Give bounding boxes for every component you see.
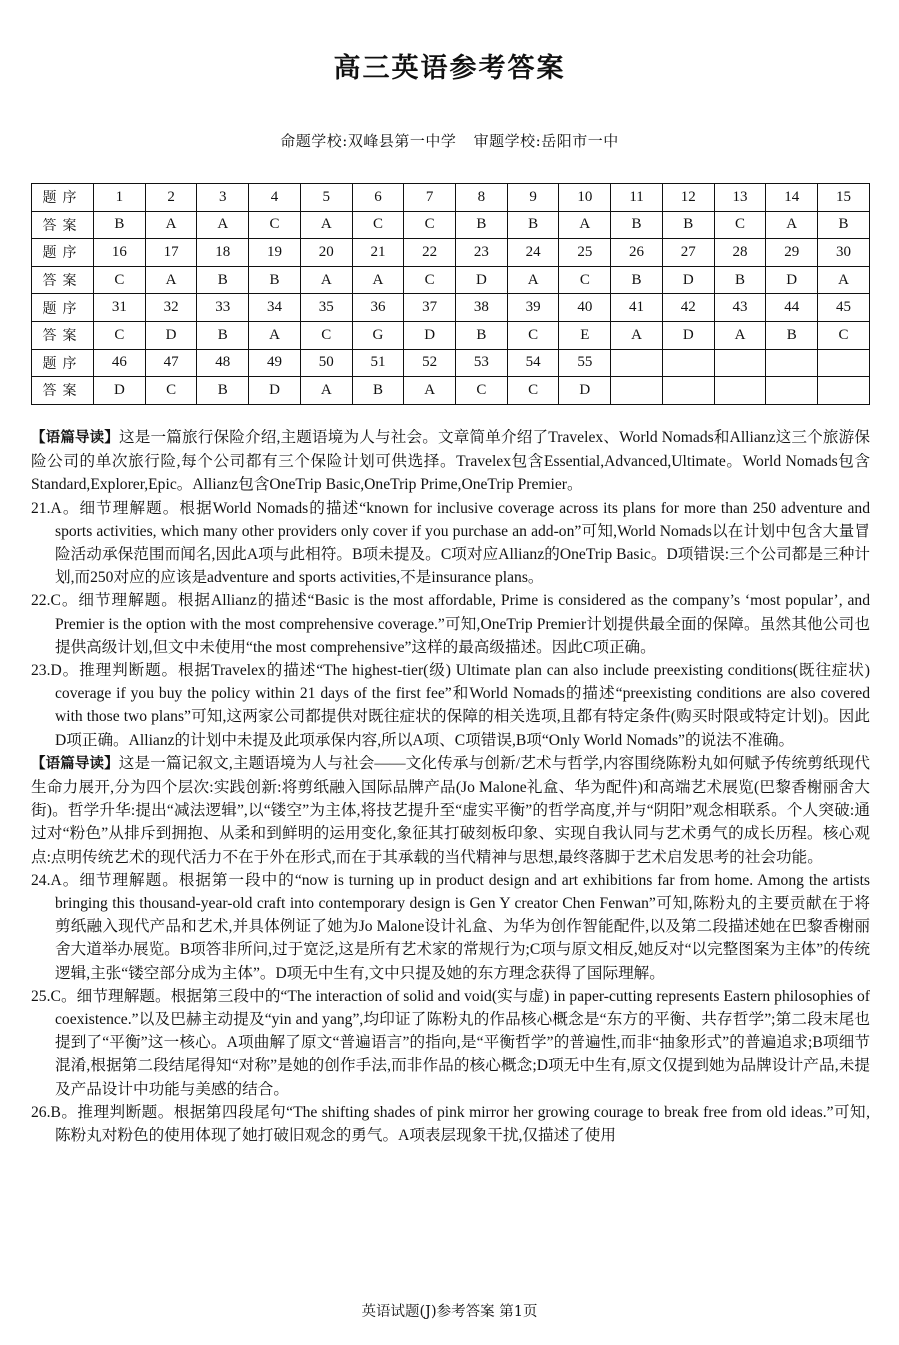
answer-letter: B (456, 321, 508, 349)
answer-letter: D (145, 321, 197, 349)
question-number: 31 (94, 294, 146, 322)
question-number: 9 (507, 184, 559, 212)
question-number: 20 (300, 239, 352, 267)
question-row (32, 184, 870, 212)
question-number: 47 (145, 349, 197, 377)
question-number: 37 (404, 294, 456, 322)
guide-text: 这是一篇旅行保险介绍,主题语境为人与社会。文章简单介绍了Travelex、World Nomads和Allianz这三个旅游保险公司的单次旅行险,每个公司都有三个保险计划可供选择。Travelex包含Essential,Advanced,Ultimate。World Nomads包含Standard,Explorer,Epic。Allianz包含OneTrip Basic,OneTrip Prime,OneTrip Premier。 (31, 429, 870, 494)
answer-letter: A (300, 211, 352, 239)
question-number: 21 (352, 239, 404, 267)
question-number: 48 (197, 349, 249, 377)
answer-letter (662, 377, 714, 405)
question-number: 55 (559, 349, 611, 377)
passage-guide (31, 752, 870, 869)
question-number: 23 (456, 239, 508, 267)
answer-explanation: 24.A。细节理解题。根据第一段中的“now is turning up in product design and art exhibitions far from home. Among the artists bringing this thousand-year-old craft into contemporary design is Gen Y creator Chen Fenwan”可知,陈粉丸的主要贡献在于将剪纸融入现代产品和艺术,并具体例证了她为Jo Malone设计礼盒、为华为创作智能配件,以及第二段描述她在巴黎香榭丽舍大道举办展览。B项答非所问,过于宽泛,这是所有艺术家的常规行为;C项与原文相反,她反对“以完整图案为主体”的传统逻辑,主张“镂空部分成为主体”。D项无中生有,文中只提及她的东方理念获得了国际理解。 (31, 871, 870, 982)
answer-letter: C (352, 211, 404, 239)
question-number: 45 (818, 294, 870, 322)
question-row (32, 239, 870, 267)
question-number: 22 (404, 239, 456, 267)
answer-letter: B (714, 266, 766, 294)
question-number: 49 (249, 349, 301, 377)
answer-letter: C (94, 321, 146, 349)
answer-letter: B (249, 266, 301, 294)
answer-letter: D (662, 266, 714, 294)
question-number: 42 (662, 294, 714, 322)
question-number: 46 (94, 349, 146, 377)
question-number: 54 (507, 349, 559, 377)
answer-letter: A (300, 377, 352, 405)
answer-letter (611, 377, 663, 405)
answer-explanation: 21.A。细节理解题。根据World Nomads的描述“known for inclusive coverage across its plans for more than 250 adventure and sports activities, which many other providers only cover if you purchase an add-on”可知,World Nomads以在计划中包含大量冒险活动承保范围而闻名,因此A项与此相符。B项未提及。C项对应Allianz的OneTrip Basic。D项错误:三个公司都是三种计划,而250对应的应该是adventure and sports activities,不是insurance plans。 (31, 499, 870, 587)
answer-letter: B (352, 377, 404, 405)
answer-table (31, 183, 870, 405)
answer-letter: B (197, 377, 249, 405)
question-number: 13 (714, 184, 766, 212)
question-number: 6 (352, 184, 404, 212)
question-number: 52 (404, 349, 456, 377)
answer-letter: B (94, 211, 146, 239)
question-number: 19 (249, 239, 301, 267)
question-number: 26 (611, 239, 663, 267)
question-number: 15 (818, 184, 870, 212)
question-number: 34 (249, 294, 301, 322)
question-number: 1 (94, 184, 146, 212)
answer-letter: G (352, 321, 404, 349)
question-number: 14 (766, 184, 818, 212)
answer-row (32, 377, 870, 405)
proposition-school: 命题学校:双峰县第一中学 (280, 132, 457, 150)
question-number: 32 (145, 294, 197, 322)
page-footer: 英语试题(J)参考答案 第1页 (361, 1304, 538, 1320)
question-number: 51 (352, 349, 404, 377)
question-number: 39 (507, 294, 559, 322)
answer-letter: D (559, 377, 611, 405)
question-number: 50 (300, 349, 352, 377)
answer-letter: D (662, 321, 714, 349)
question-number: 18 (197, 239, 249, 267)
answer-letter: A (507, 266, 559, 294)
passage-guide (31, 426, 870, 497)
question-number: 24 (507, 239, 559, 267)
question-number: 11 (611, 184, 663, 212)
question-number: 8 (456, 184, 508, 212)
question-number: 30 (818, 239, 870, 267)
question-number (714, 349, 766, 377)
question-number: 27 (662, 239, 714, 267)
answer-letter: B (662, 211, 714, 239)
answer-letter: C (559, 266, 611, 294)
answer-letter: B (818, 211, 870, 239)
question-number: 16 (94, 239, 146, 267)
answer-letter: B (507, 211, 559, 239)
answer-letter: C (507, 377, 559, 405)
answer-letter: C (404, 211, 456, 239)
question-number: 3 (197, 184, 249, 212)
answer-letter: A (818, 266, 870, 294)
answer-row (32, 321, 870, 349)
answer-letter: C (714, 211, 766, 239)
question-number: 2 (145, 184, 197, 212)
answer-letter: C (300, 321, 352, 349)
answer-letter: A (249, 321, 301, 349)
answer-letter: B (611, 266, 663, 294)
question-number: 25 (559, 239, 611, 267)
row-label-answer: 答案 (32, 211, 94, 239)
answer-row (32, 211, 870, 239)
guide-tag: 【语篇导读】 (31, 755, 119, 772)
question-number: 38 (456, 294, 508, 322)
question-number: 53 (456, 349, 508, 377)
question-number: 36 (352, 294, 404, 322)
answer-letter: D (766, 266, 818, 294)
question-number: 17 (145, 239, 197, 267)
question-number: 5 (300, 184, 352, 212)
question-number (766, 349, 818, 377)
question-number: 35 (300, 294, 352, 322)
question-number: 33 (197, 294, 249, 322)
question-number: 12 (662, 184, 714, 212)
answer-letter: D (249, 377, 301, 405)
answer-letter: A (404, 377, 456, 405)
answer-letter (714, 377, 766, 405)
answer-letter (818, 377, 870, 405)
answer-letter: D (456, 266, 508, 294)
question-number (611, 349, 663, 377)
row-label-answer: 答案 (32, 321, 94, 349)
answer-letter: B (611, 211, 663, 239)
answer-letter: A (714, 321, 766, 349)
answer-letter: C (249, 211, 301, 239)
explanation-body (31, 426, 870, 1147)
answer-letter: C (145, 377, 197, 405)
answer-letter: C (94, 266, 146, 294)
guide-text: 这是一篇记叙文,主题语境为人与社会——文化传承与创新/艺术与哲学,内容围绕陈粉丸如何赋予传统剪纸现代生命力展开,分为四个层次:实践创新:将剪纸融入国际品牌产品(Jo Malone礼盒、华为配件)和高端艺术展览(巴黎香榭丽舍大街)。哲学升华:提出“减法逻辑”,以“镂空”为主体,将技艺提升至“虚实平衡”的哲学高度,并与“阴阳”观念相联系。个人突破:通过对“粉色”从排斥到拥抱、从柔和到鲜明的运用变化,象征其打破刻板印象、实现自我认同与艺术勇气的成长历程。核心观点:点明传统艺术的现代活力不在于外在形式,而在于其承载的当代精神与思想,最终落脚于艺术启发思考的社会功能。 (31, 754, 870, 866)
question-number: 29 (766, 239, 818, 267)
answer-letter: A (300, 266, 352, 294)
question-number (818, 349, 870, 377)
answer-letter: B (197, 266, 249, 294)
row-label-answer: 答案 (32, 266, 94, 294)
answer-letter: A (145, 211, 197, 239)
question-number: 43 (714, 294, 766, 322)
question-number: 44 (766, 294, 818, 322)
answer-letter: C (818, 321, 870, 349)
answer-letter: A (352, 266, 404, 294)
question-number: 10 (559, 184, 611, 212)
answer-explanation: 26.B。推理判断题。根据第四段尾句“The shifting shades of pink mirror her growing courage to break free from old ideas.”可知,陈粉丸对粉色的使用体现了她打破旧观念的勇气。A项表层现象干扰,仅描述了使用 (31, 1103, 870, 1145)
question-row (32, 349, 870, 377)
answer-letter: E (559, 321, 611, 349)
page-title: 高三英语参考答案 (333, 53, 566, 84)
guide-tag: 【语篇导读】 (31, 430, 119, 446)
row-label-question: 题序 (32, 184, 94, 212)
answer-letter: C (507, 321, 559, 349)
answer-letter: A (611, 321, 663, 349)
row-label-answer: 答案 (32, 377, 94, 405)
question-number: 40 (559, 294, 611, 322)
answer-letter: D (94, 377, 146, 405)
question-number: 41 (611, 294, 663, 322)
answer-letter (766, 377, 818, 405)
answer-letter: D (404, 321, 456, 349)
row-label-question: 题序 (32, 294, 94, 322)
answer-letter: A (559, 211, 611, 239)
answer-row (32, 266, 870, 294)
answer-letter: C (404, 266, 456, 294)
question-row (32, 294, 870, 322)
review-school: 审题学校:岳阳市一中 (473, 132, 619, 150)
answer-letter: B (197, 321, 249, 349)
answer-letter: C (456, 377, 508, 405)
answer-letter: A (197, 211, 249, 239)
question-number: 7 (404, 184, 456, 212)
answer-explanation: 22.C。细节理解题。根据Allianz的描述“Basic is the most affordable, Prime is considered as the company’s ‘most popular’, and Premier is the option with the most comprehensive coverage.”可知,OneTrip Premier计划提供最全面的保障。虽然其他公司也提供高级计划,但文中未使用“the most comprehensive”这样的最高级描述。因此C项正确。 (31, 592, 870, 656)
question-number (662, 349, 714, 377)
row-label-question: 题序 (32, 239, 94, 267)
question-number: 4 (249, 184, 301, 212)
row-label-question: 题序 (32, 349, 94, 377)
answer-letter: B (766, 321, 818, 349)
school-info (0, 130, 899, 151)
answer-letter: A (766, 211, 818, 239)
answer-letter: A (145, 266, 197, 294)
answer-explanation: 23.D。推理判断题。根据Travelex的描述“The highest-tier(级) Ultimate plan can also include preexisting conditions(既往症状) coverage if you buy the policy within 21 days of the first fee”和World Nomads的描述“preexisting conditions are also covered with those two plans”可知,这两家公司都提供对既往症状的保障的相关选项,且都有特定条件(购买时限或特定计划)。因此D项正确。Allianz的计划中未提及此项承保内容,所以A项、C项错误,B项“Only World Nomads”的说法不准确。 (31, 662, 870, 749)
answer-explanation: 25.C。细节理解题。根据第三段中的“The interaction of solid and void(实与虚) in paper-cutting represents Eastern philosophies of coexistence.”以及巴赫主动提及“yin and yang”,均印证了陈粉丸的作品核心概念是“东方的平衡、共存哲学”;第二段末尾也提到了“平衡”这一核心。A项曲解了原文“普遍语言”的指向,是“平衡哲学”的普遍性,而非“抽象形式”的普遍追求;B项细节混淆,根据第二段结尾得知“对称”是她的创作手法,而非作品的核心概念;D项无中生有,原文仅提到她为品牌设计产品,未提及产品设计中功能与美感的结合。 (31, 987, 870, 1098)
answer-letter: B (456, 211, 508, 239)
question-number: 28 (714, 239, 766, 267)
